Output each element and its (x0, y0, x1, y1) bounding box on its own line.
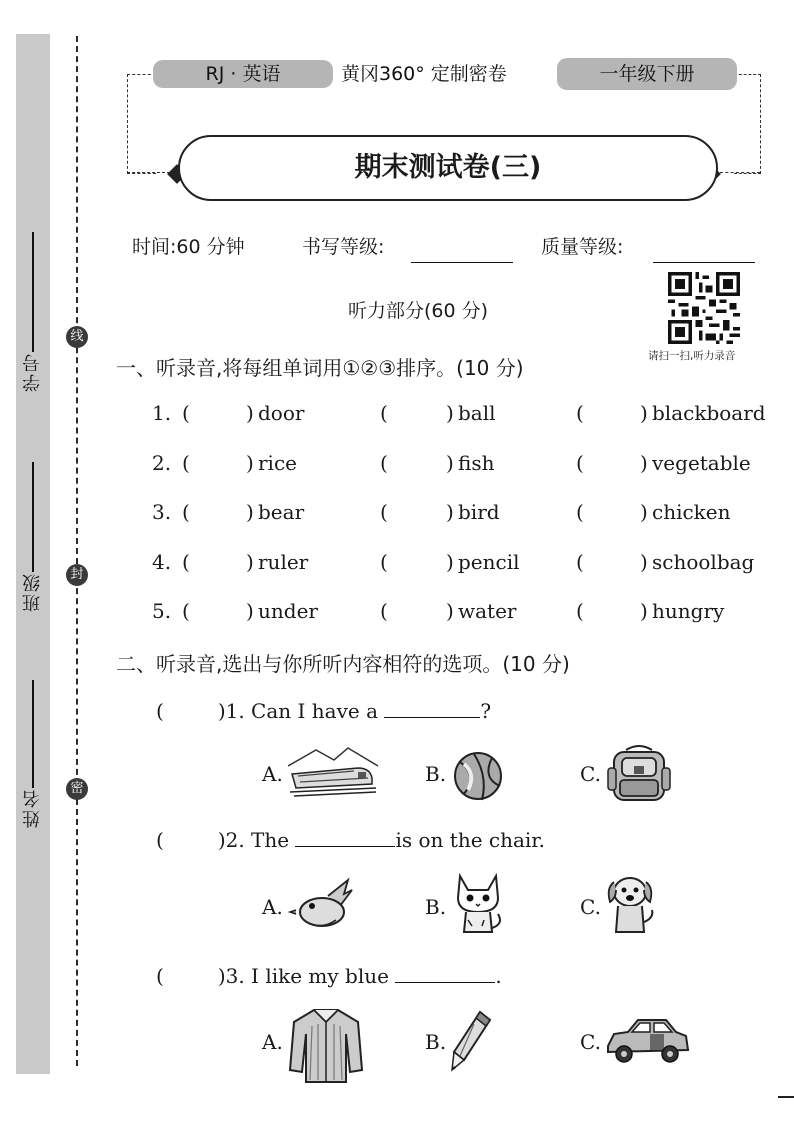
word-order-row (0, 500, 794, 528)
word-option: ball (458, 401, 496, 425)
question-3-end: . (495, 964, 502, 988)
word-option: vegetable (652, 451, 751, 475)
answer-box[interactable]: ( (576, 500, 584, 524)
answer-box-close: ) (640, 550, 648, 574)
row-number: 3. (152, 500, 172, 524)
schoolbag-icon[interactable] (606, 744, 672, 806)
answer-box-close: ) (640, 451, 648, 475)
question-1-blank[interactable] (384, 699, 480, 718)
answer-box-close: ) (246, 500, 254, 524)
word-option: chicken (652, 500, 731, 524)
answer-box-close: ) (446, 599, 454, 623)
question-1 (156, 699, 491, 723)
word-option: fish (458, 451, 495, 475)
option-c-label: C. (580, 895, 601, 919)
answer-box[interactable]: ( (182, 599, 190, 623)
exam-title: 期末测试卷(三) (178, 135, 718, 201)
answer-box-close: ) (446, 451, 454, 475)
answer-box[interactable]: ( (182, 401, 190, 425)
ball-icon[interactable] (452, 750, 504, 802)
answer-box[interactable]: ( (380, 401, 388, 425)
answer-box-close: ) (640, 401, 648, 425)
option-c-label: C. (580, 762, 601, 786)
section2-title: 二、听录音,选出与你所听内容相符的选项。(10 分) (116, 652, 570, 676)
option-a-label: A. (262, 762, 283, 786)
quality-grade-field[interactable] (653, 236, 755, 263)
train-icon[interactable] (288, 744, 378, 798)
subject-badge: RJ · 英语 (153, 60, 333, 88)
word-option: schoolbag (652, 550, 755, 574)
row-number: 5. (152, 599, 172, 623)
student-number-line[interactable] (32, 232, 34, 352)
word-order-row (0, 451, 794, 479)
question-3 (156, 964, 502, 988)
name-field[interactable] (16, 680, 50, 828)
pencil-icon[interactable] (450, 1010, 494, 1072)
option-b-label: B. (425, 895, 447, 919)
word-option: door (258, 401, 305, 425)
name-label: 姓名 (22, 788, 43, 828)
answer-box-close: ) (446, 550, 454, 574)
answer-box-close: ) (246, 550, 254, 574)
cat-icon[interactable] (452, 872, 504, 938)
seal-feng: 封 (66, 564, 88, 586)
option-a-label: A. (262, 895, 283, 919)
question-2 (156, 828, 545, 852)
question-3-text: )3. I like my blue (217, 964, 389, 988)
writing-grade-label: 书写等级: (302, 236, 385, 258)
answer-paren-open[interactable]: ( (156, 828, 164, 852)
class-field[interactable] (16, 462, 50, 612)
answer-box-close: ) (446, 500, 454, 524)
time-limit: 时间:60 分钟 (132, 236, 245, 258)
question-2-text: )2. The (217, 828, 290, 852)
answer-box[interactable]: ( (182, 500, 190, 524)
answer-box[interactable]: ( (576, 401, 584, 425)
answer-box[interactable]: ( (380, 500, 388, 524)
row-number: 2. (152, 451, 172, 475)
answer-box[interactable]: ( (182, 451, 190, 475)
row-number: 1. (152, 401, 172, 425)
student-number-label: 学号 (22, 352, 43, 392)
option-a-label: A. (262, 1030, 283, 1054)
word-option: blackboard (652, 401, 766, 425)
qr-code-icon[interactable] (668, 272, 740, 344)
option-b-label: B. (425, 762, 447, 786)
word-order-row (0, 401, 794, 429)
question-1-text: )1. Can I have a (217, 699, 378, 723)
answer-box[interactable]: ( (576, 451, 584, 475)
word-option: ruler (258, 550, 309, 574)
shirt-icon[interactable] (288, 1006, 364, 1084)
word-option: hungry (652, 599, 725, 623)
dog-icon[interactable] (604, 872, 658, 938)
answer-box-close: ) (446, 401, 454, 425)
word-option: bird (458, 500, 500, 524)
banner-connector-right (720, 172, 760, 173)
answer-box-close: ) (640, 500, 648, 524)
question-1-end: ? (480, 699, 492, 723)
option-c-label: C. (580, 1030, 601, 1054)
qr-caption: 请扫一扫,听力录音 (648, 350, 736, 362)
word-order-row (0, 599, 794, 627)
section1-title: 一、听录音,将每组单词用①②③排序。(10 分) (116, 356, 524, 380)
quality-grade-label: 质量等级: (541, 236, 624, 258)
answer-box[interactable]: ( (380, 550, 388, 574)
header-bracket-right (734, 74, 761, 174)
student-number-field[interactable] (16, 232, 50, 392)
seal-mi: 密 (66, 778, 88, 800)
answer-box[interactable]: ( (576, 550, 584, 574)
car-icon[interactable] (604, 1016, 690, 1064)
name-line[interactable] (32, 680, 34, 788)
question-2-blank[interactable] (295, 828, 395, 847)
answer-box[interactable]: ( (380, 451, 388, 475)
series-name: 黄冈360° 定制密卷 (341, 63, 507, 85)
grade-badge: 一年级下册 (557, 58, 737, 90)
seal-xian: 线 (66, 326, 88, 348)
answer-box[interactable]: ( (380, 599, 388, 623)
word-option: rice (258, 451, 297, 475)
word-order-row (0, 550, 794, 578)
row-number: 4. (152, 550, 172, 574)
listening-heading: 听力部分(60 分) (348, 300, 489, 322)
answer-box-close: ) (246, 599, 254, 623)
word-option: under (258, 599, 318, 623)
writing-grade-field[interactable] (411, 236, 513, 263)
bird-icon[interactable] (288, 876, 354, 932)
answer-box-close: ) (640, 599, 648, 623)
answer-box[interactable]: ( (576, 599, 584, 623)
answer-box[interactable]: ( (182, 550, 190, 574)
answer-box-close: ) (246, 401, 254, 425)
answer-paren-open[interactable]: ( (156, 699, 164, 723)
answer-box-close: ) (246, 451, 254, 475)
answer-paren-open[interactable]: ( (156, 964, 164, 988)
word-option: pencil (458, 550, 520, 574)
question-3-blank[interactable] (395, 964, 495, 983)
header-bracket-left (127, 74, 156, 174)
option-b-label: B. (425, 1030, 447, 1054)
word-option: bear (258, 500, 305, 524)
question-2-end: is on the chair. (395, 828, 546, 852)
class-label: 班级 (22, 572, 43, 612)
page-corner-mark (778, 1096, 794, 1098)
word-option: water (458, 599, 517, 623)
